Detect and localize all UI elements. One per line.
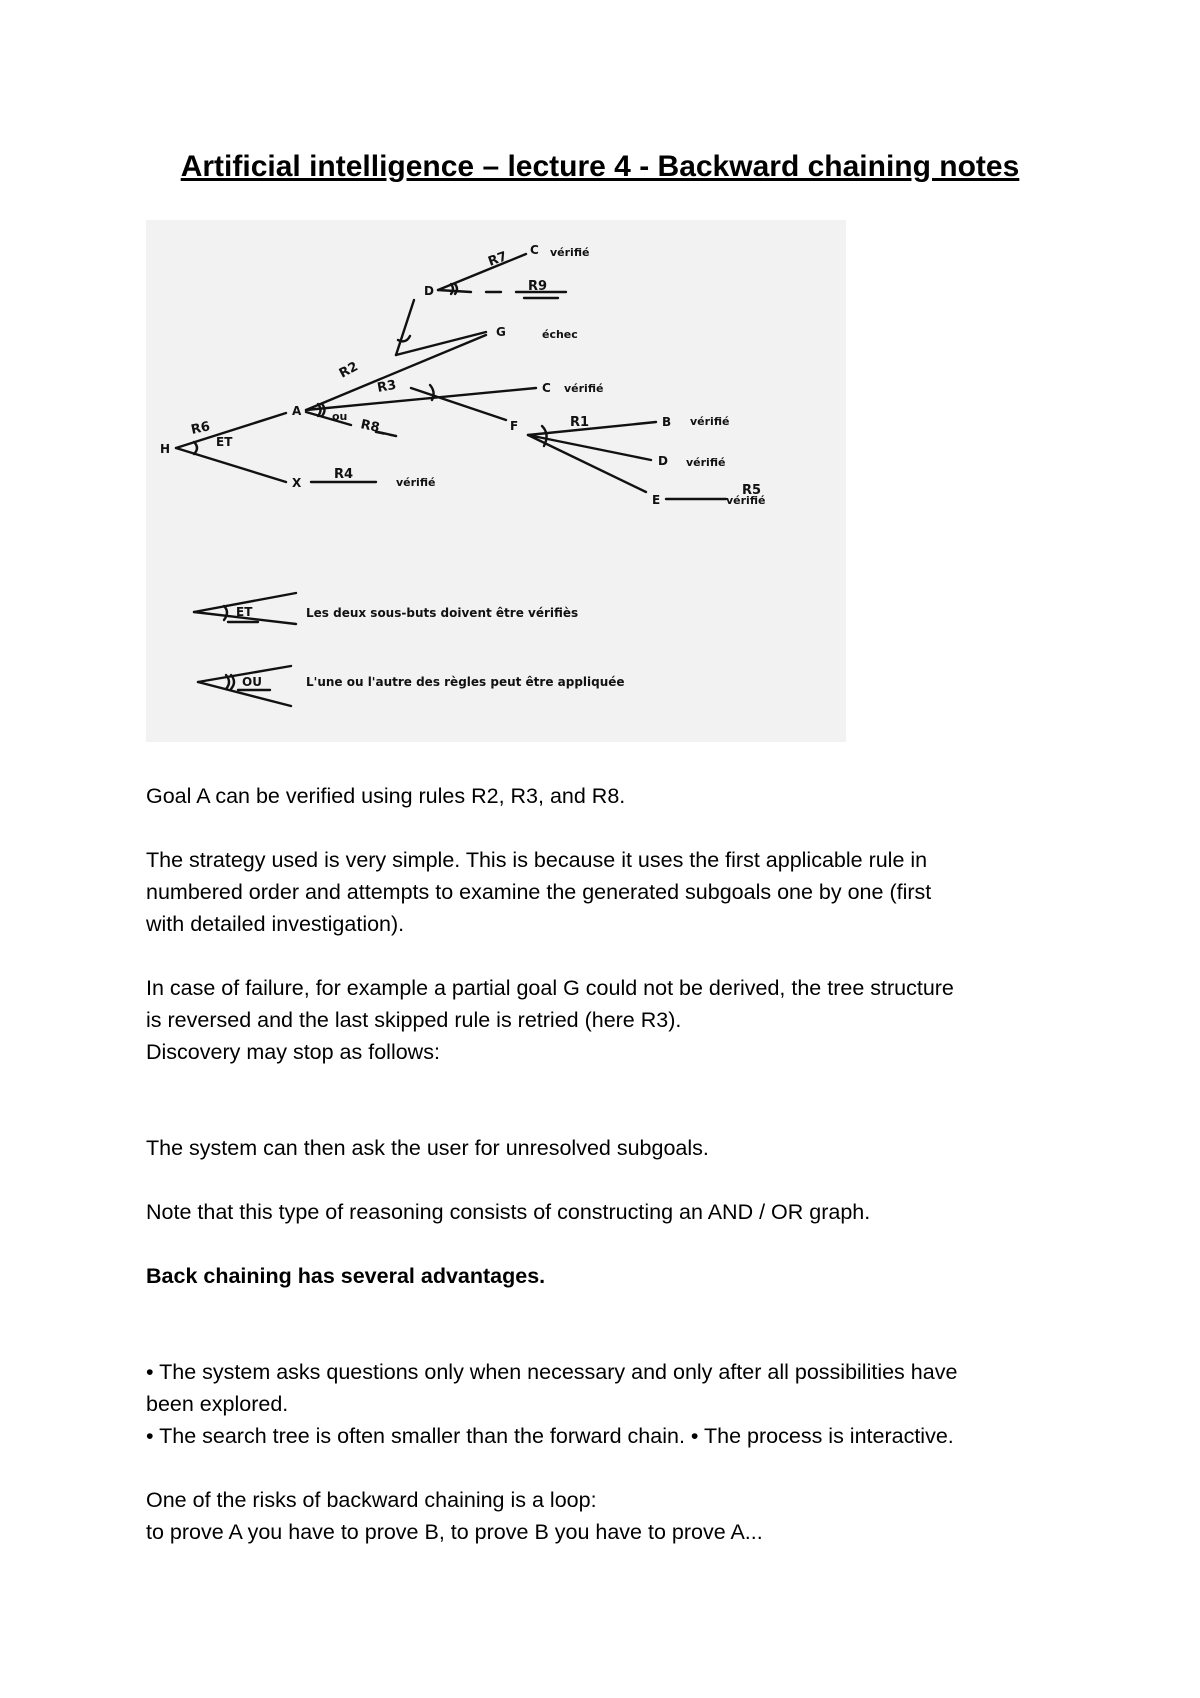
and-or-tree-diagram	[146, 220, 846, 742]
rule-r8: R8	[359, 417, 381, 436]
page-title: Artificial intelligence – lecture 4 - Backward chaining notes	[180, 150, 1020, 183]
node-c2: C	[542, 381, 551, 395]
paragraph-ask-user: The system can then ask the user for unresolved subgoals.	[146, 1136, 709, 1160]
gate-et-label: ET	[216, 435, 233, 449]
bullet-questions-1: • The system asks questions only when necessary and only after all possibilities have	[146, 1360, 958, 1384]
status-x: vérifié	[396, 476, 436, 489]
edge-a-d-g	[306, 335, 486, 410]
bullet-questions-2: been explored.	[146, 1392, 289, 1416]
legend-ou-arc-1	[226, 675, 229, 689]
rule-r9: R9	[528, 279, 548, 294]
rule-r6: R6	[189, 419, 212, 438]
status-c2: vérifié	[564, 382, 604, 395]
rule-r7: R7	[486, 249, 510, 270]
document-body	[146, 780, 1076, 1548]
et-arc-h	[194, 442, 197, 454]
paragraph-loop-risk-1: One of the risks of backward chaining is a loop:	[146, 1488, 597, 1512]
node-e: E	[652, 493, 661, 507]
rule-r4: R4	[334, 467, 354, 482]
legend-et-label: ET	[236, 605, 253, 619]
legend-ou-arc-2	[231, 675, 234, 689]
status-e: vérifié	[726, 494, 766, 507]
paragraph-strategy-2: numbered order and attempts to examine the generated subgoals one by one (first	[146, 880, 932, 904]
rule-r1: R1	[570, 415, 590, 430]
node-d: D	[424, 284, 434, 298]
edge-h-x	[176, 448, 286, 482]
gate-ou-label: ou	[332, 410, 348, 423]
node-d2: D	[658, 454, 668, 468]
bullet-search-tree: • The search tree is often smaller than the forward chain. • The process is interactive.	[146, 1424, 954, 1448]
node-h: H	[160, 442, 171, 456]
paragraph-failure-1: In case of failure, for example a partial goal G could not be derived, the tree structure	[146, 976, 954, 1000]
et-arc-r2	[398, 336, 410, 341]
node-f: F	[510, 419, 519, 433]
rule-r3: R3	[376, 377, 398, 396]
paragraph-goal: Goal A can be verified using rules R2, R3, and R8.	[146, 784, 626, 808]
paragraph-failure-2: is reversed and the last skipped rule is retried (here R3).	[146, 1008, 682, 1032]
and-or-tree-figure	[146, 220, 846, 742]
status-g: échec	[542, 328, 578, 341]
paragraph-advantages-heading: Back chaining has several advantages.	[146, 1264, 546, 1288]
legend-et-arc	[224, 606, 227, 620]
status-c1: vérifié	[550, 246, 590, 259]
edge-r2-d	[396, 300, 414, 355]
status-d2: vérifié	[686, 456, 726, 469]
node-c1: C	[530, 243, 539, 257]
paragraph-strategy-3: with detailed investigation).	[146, 912, 405, 936]
ou-arc-a-2	[322, 404, 325, 416]
legend-ou-label: OU	[242, 675, 262, 689]
status-b: vérifié	[690, 415, 730, 428]
paragraph-failure-3: Discovery may stop as follows:	[146, 1040, 440, 1064]
rule-r2: R2	[336, 359, 361, 382]
paragraph-strategy-1: The strategy used is very simple. This is because it uses the first applicable rule in	[146, 848, 928, 872]
ou-arc-d-1	[451, 284, 453, 294]
node-b: B	[662, 415, 672, 429]
ou-arc-d-2	[455, 284, 457, 294]
legend-et-text: Les deux sous-buts doivent être vérifiès	[306, 606, 579, 620]
edge-d-r9	[438, 290, 471, 292]
rule-r5: R5	[742, 483, 762, 498]
paragraph-loop-risk-2: to prove A you have to prove B, to prove B you have to prove A...	[146, 1520, 763, 1544]
paragraph-and-or-graph: Note that this type of reasoning consists of constructing an AND / OR graph.	[146, 1200, 871, 1224]
node-g: G	[496, 325, 506, 339]
node-x: X	[292, 476, 302, 490]
node-a: A	[292, 404, 302, 418]
legend-ou-text: L'une ou l'autre des règles peut être appliquée	[306, 675, 625, 689]
